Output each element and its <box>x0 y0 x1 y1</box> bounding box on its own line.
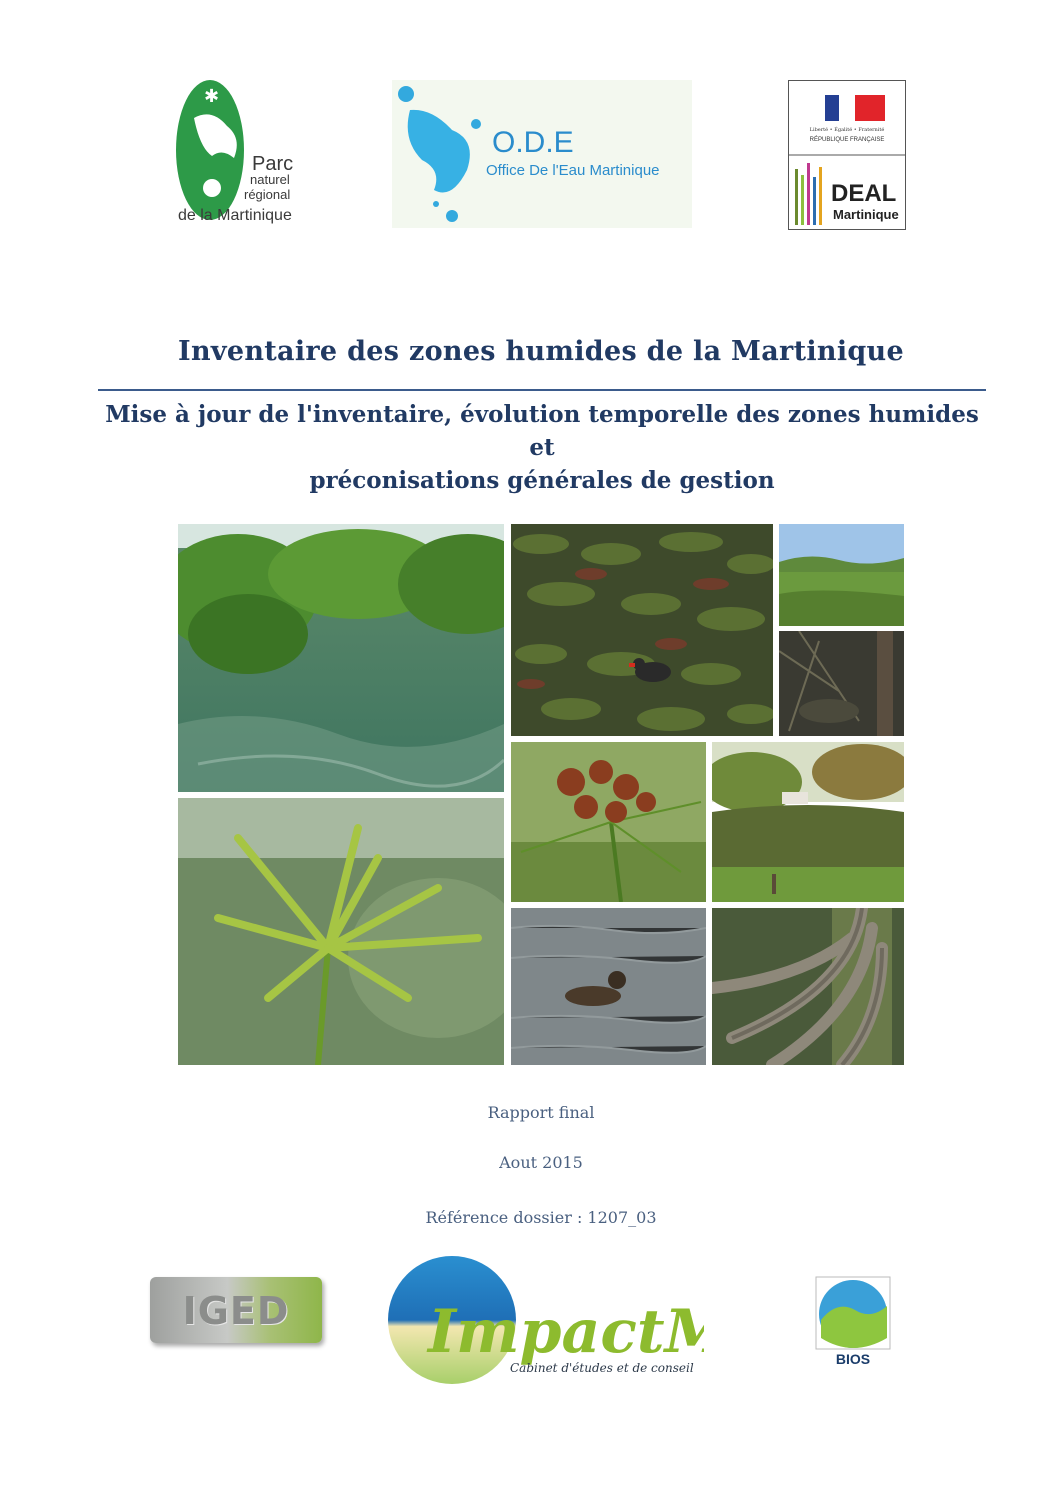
svg-text:de la Martinique: de la Martinique <box>178 207 292 224</box>
pnr-logo <box>172 78 302 230</box>
svg-text:ImpactMer: Impact <box>428 1297 665 1367</box>
svg-text:✱: ✱ <box>204 86 220 107</box>
photo-seed-head <box>511 742 706 902</box>
deal-logo <box>788 80 906 230</box>
document-title: Inventaire des zones humides de la Martinique <box>178 336 904 367</box>
photo-tree-roots <box>712 908 904 1065</box>
photo-pond <box>712 742 904 902</box>
iged-logo-text: IGED <box>182 1289 290 1333</box>
svg-text:Cabinet d'études et de conseil: Cabinet d'études et de conseil <box>510 1361 694 1375</box>
svg-text:Martinique: Martinique <box>833 207 899 222</box>
svg-text:O.D.E: O.D.E <box>492 126 574 159</box>
svg-text:DEAL: DEAL <box>831 180 897 207</box>
photo-mangrove <box>178 524 504 792</box>
photo-forest-floor <box>779 631 904 736</box>
document-subtitle <box>98 398 986 497</box>
title-divider <box>98 389 986 391</box>
svg-text:BIOS: BIOS <box>835 1351 871 1366</box>
svg-text:Parc: Parc <box>252 153 294 175</box>
photo-water-lilies <box>511 524 773 736</box>
svg-text:RÉPUBLIQUE FRANÇAISE: RÉPUBLIQUE FRANÇAISE <box>809 137 885 143</box>
svg-text:Liberté • Égalité • Fraternité: Liberté • Égalité • Fraternité <box>809 127 885 133</box>
impactmer-logo <box>388 1252 704 1388</box>
iged-logo <box>150 1277 322 1343</box>
file-reference: Référence dossier : 1207_03 <box>425 1208 657 1227</box>
photo-grebe <box>511 908 706 1065</box>
ode-island-icon <box>408 110 470 193</box>
subtitle-line-1: Mise à jour de l'inventaire, évolution temporelle des zones humides et <box>105 401 979 461</box>
svg-text:Office De l'Eau Martinique: Office De l'Eau Martinique <box>486 162 660 179</box>
grebe-bird <box>565 986 621 1006</box>
svg-text:régional: régional <box>244 187 291 202</box>
photo-sedge-plant <box>178 798 504 1065</box>
report-date: Aout 2015 <box>499 1153 583 1172</box>
report-type: Rapport final <box>487 1103 595 1122</box>
flower-icon <box>203 179 221 197</box>
ode-logo <box>392 80 692 228</box>
photo-landscape <box>779 524 904 626</box>
svg-text:naturel: naturel <box>250 172 290 187</box>
subtitle-line-2: préconisations générales de gestion <box>309 467 775 494</box>
bios-logo <box>815 1276 891 1366</box>
